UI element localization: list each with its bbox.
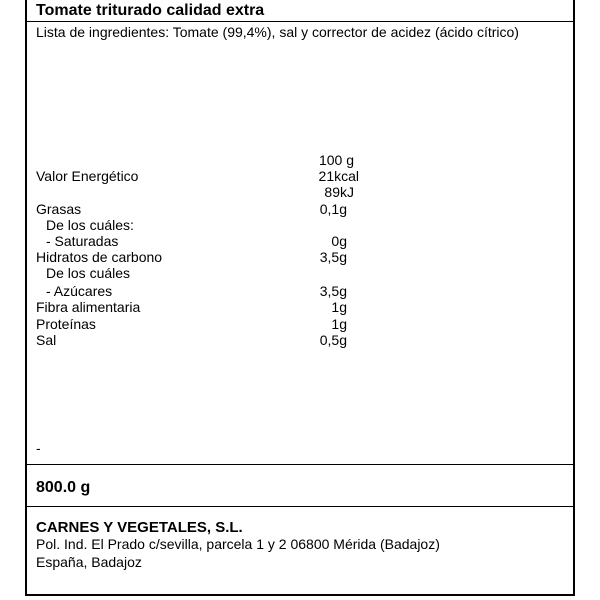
nutrition-row-value: 1g <box>331 299 347 315</box>
nutrition-row-value: 0,1g <box>319 201 347 217</box>
section-divider <box>27 464 573 465</box>
nutrition-row-label: Fibra alimentaria <box>36 299 141 315</box>
separator-dash: - <box>36 440 41 456</box>
nutrition-row-label: Proteínas <box>36 316 96 332</box>
nutrition-row-value: 0,5g <box>319 332 347 348</box>
nutrition-row-label: - Saturadas <box>46 233 119 249</box>
energy-kcal-value: 21kcal <box>318 168 359 184</box>
nutrition-row-value: 1g <box>331 316 347 332</box>
ingredients-list: Lista de ingredientes: Tomate (99,4%), sal y corrector de acidez (ácido cítrico) <box>36 24 519 40</box>
title-divider <box>27 21 573 22</box>
nutrition-row-label: Sal <box>36 332 57 348</box>
company-address: Pol. Ind. El Prado c/sevilla, parcela 1 y 2 06800 Mérida (Badajoz) <box>36 536 440 552</box>
product-title: Tomate triturado calidad extra <box>36 2 265 19</box>
energy-label: Valor Energético <box>36 168 139 184</box>
energy-kj-value: 89kJ <box>324 184 354 200</box>
company-name: CARNES Y VEGETALES, S.L. <box>36 519 243 536</box>
nutrition-column-header: 100 g <box>318 152 354 168</box>
nutrition-row-label: Hidratos de carbono <box>36 249 163 265</box>
nutrition-row-value: 3,5g <box>319 249 347 265</box>
section-divider <box>27 506 573 507</box>
nutrition-row-label: - Azúcares <box>46 283 113 299</box>
company-region: España, Badajoz <box>36 554 142 570</box>
label-sheet <box>25 0 575 596</box>
nutrition-row-label: De los cuáles: <box>46 217 134 233</box>
nutrition-row-value: 0g <box>331 233 347 249</box>
net-weight: 800.0 g <box>36 479 91 496</box>
nutrition-row-label: Grasas <box>36 201 82 217</box>
nutrition-row-value: 3,5g <box>319 283 347 299</box>
nutrition-row-label: De los cuáles <box>46 265 131 281</box>
